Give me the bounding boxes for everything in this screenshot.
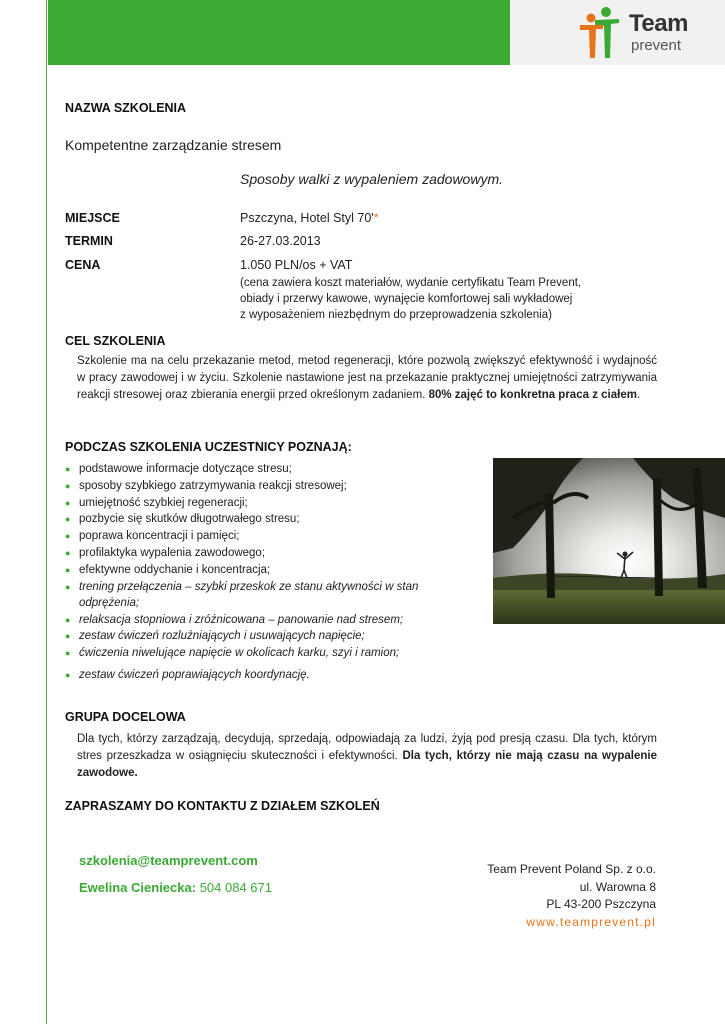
list-item: ● sposoby szybkiego zatrzymywania reakcji stresowej; bbox=[65, 478, 470, 495]
goal-text-end: . bbox=[636, 389, 641, 401]
list-item: ● pozbycie się skutków długotrwałego stresu; bbox=[65, 511, 470, 528]
price-note-line: (cena zawiera koszt materiałów, wydanie certyfikatu Team Prevent, bbox=[240, 277, 582, 289]
sunset-trees-image bbox=[493, 458, 725, 624]
goal-text-body: Szkolenie ma na celu przekazanie metod, metod regeneracji, które pozwolą zwiększyć efektywność i wydajność w pracy zawodowej i w życiu. Szkolenie nastawione jest na przekazanie praktycznej umiejętności zatrzymywania reakcji stresowej oraz zbierania energii przed określonym zadaniem. bbox=[77, 355, 657, 401]
list-item: ● umiejętność szybkiej regeneracji; bbox=[65, 495, 470, 512]
list-item: ● zestaw ćwiczeń poprawiających koordynację. bbox=[65, 667, 470, 684]
company-city: PL 43-200 Pszczyna bbox=[546, 897, 656, 911]
company-website[interactable]: www.teamprevent.pl bbox=[526, 914, 656, 929]
list-item: ● efektywne oddychanie i koncentracja; bbox=[65, 562, 470, 579]
company-name: Team Prevent Poland Sp. z o.o. bbox=[487, 862, 656, 876]
list-item: ● podstawowe informacje dotyczące stresu; bbox=[65, 461, 470, 478]
date-label: TERMIN bbox=[65, 234, 113, 248]
price-label: CENA bbox=[65, 258, 101, 272]
course-subtitle: Sposoby walki z wypaleniem zadowowym. bbox=[240, 171, 503, 187]
goal-heading: CEL SZKOLENIA bbox=[65, 334, 166, 348]
contact-person-name: Ewelina Cieniecka: bbox=[79, 880, 197, 895]
company-street: ul. Warowna 8 bbox=[579, 879, 656, 894]
logo-word-prevent: prevent bbox=[631, 37, 682, 54]
learn-list bbox=[65, 461, 470, 684]
left-margin-rule bbox=[46, 0, 47, 1024]
contact-email[interactable]: szkolenia@teamprevent.com bbox=[79, 853, 258, 868]
list-item: ● zestaw ćwiczeń rozluźniających i usuwających napięcie; bbox=[65, 628, 470, 645]
logo-figures-icon bbox=[575, 6, 631, 62]
date-value: 26-27.03.2013 bbox=[240, 234, 321, 248]
company-address bbox=[487, 861, 656, 931]
list-item: ● ćwiczenia niwelujące napięcie w okolicach karku, szyi i ramion; bbox=[65, 645, 470, 667]
price-value: 1.050 PLN/os + VAT bbox=[240, 258, 353, 272]
header-green-bar bbox=[48, 0, 510, 65]
list-item: ● trening przełączenia – szybki przeskok ze stanu aktywności w stan odprężenia; bbox=[65, 579, 470, 612]
contact-person bbox=[79, 880, 272, 895]
slackline-photo bbox=[493, 458, 725, 624]
list-item: ● profilaktyka wypalenia zawodowego; bbox=[65, 545, 470, 562]
contact-phone[interactable]: 504 084 671 bbox=[199, 880, 272, 895]
team-prevent-logo bbox=[575, 6, 715, 62]
target-text-body: Dla tych, którzy zarządzają, decydują, sprzedają, odpowiadają za ludzi, żyją pod presją czasu. Dla tych, którym stres przeszkadza w osiągnięciu skuteczności i efektywności. bbox=[77, 733, 657, 762]
place-label: MIEJSCE bbox=[65, 211, 120, 225]
target-heading: GRUPA DOCELOWA bbox=[65, 710, 186, 724]
course-name: Kompetentne zarządzanie stresem bbox=[65, 137, 282, 153]
goal-text-bold: 80% zajęć to konkretna praca z ciałem bbox=[428, 389, 637, 401]
place-text: Pszczyna, Hotel Styl 70' bbox=[240, 211, 374, 225]
place-star: * bbox=[373, 211, 379, 225]
logo-word-team: Team bbox=[629, 10, 688, 37]
target-text-bold: Dla tych, którzy nie mają czasu na wypalenie zawodowe. bbox=[77, 750, 658, 779]
price-note-line: obiady i przerwy kawowe, wynajęcie komfortowej sali wykładowej bbox=[240, 293, 573, 305]
price-note bbox=[240, 275, 581, 323]
target-text bbox=[77, 731, 657, 782]
price-note-line: z wyposażeniem niezbędnym do przeprowadzenia szkolenia) bbox=[240, 309, 552, 321]
learn-heading: PODCZAS SZKOLENIA UCZESTNICY POZNAJĄ: bbox=[65, 440, 352, 454]
list-item: ● poprawa koncentracji i pamięci; bbox=[65, 528, 470, 545]
course-name-label: NAZWA SZKOLENIA bbox=[65, 101, 187, 115]
goal-text bbox=[77, 353, 657, 404]
contact-heading: ZAPRASZAMY DO KONTAKTU Z DZIAŁEM SZKOLEŃ bbox=[65, 799, 380, 813]
list-item: ● relaksacja stopniowa i zróżnicowana – panowanie nad stresem; bbox=[65, 612, 470, 629]
place-value bbox=[240, 211, 379, 225]
